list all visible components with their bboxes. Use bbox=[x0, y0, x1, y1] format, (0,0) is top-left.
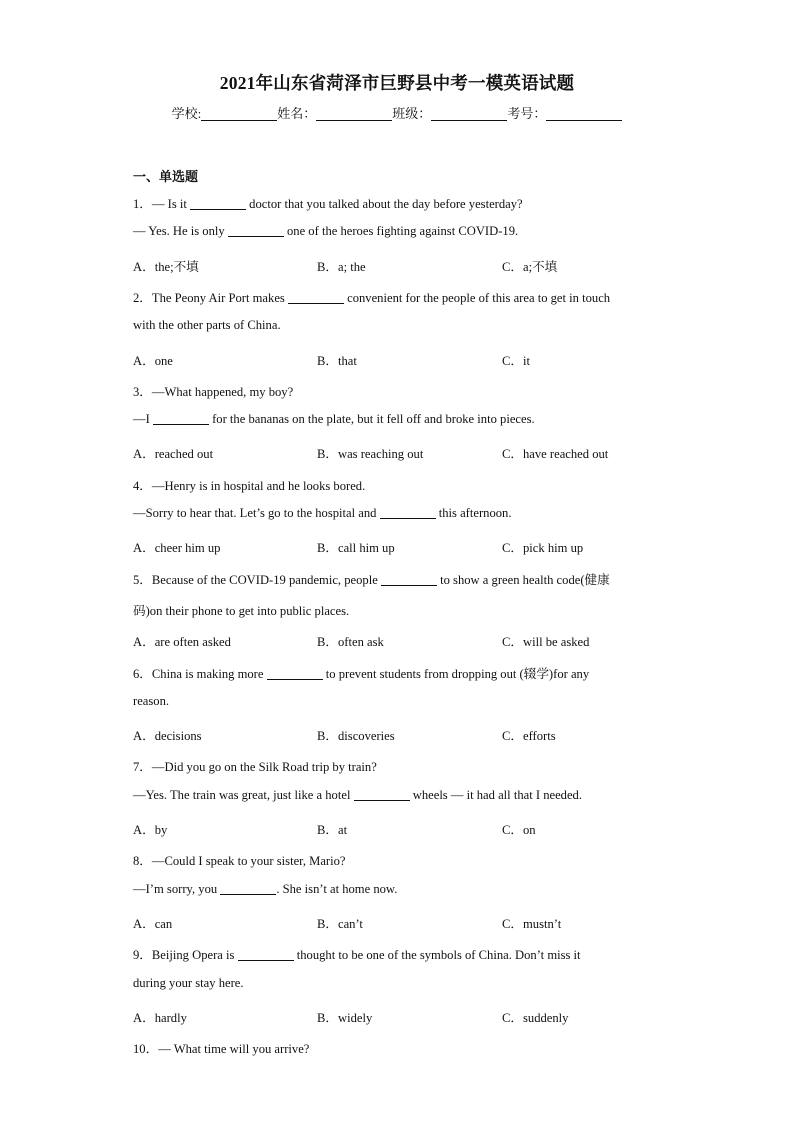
option-a[interactable]: A．the;不填 bbox=[133, 259, 199, 274]
question-line bbox=[133, 976, 244, 991]
question-line bbox=[133, 318, 281, 333]
answer-options bbox=[133, 913, 693, 931]
answer-blank[interactable] bbox=[267, 667, 323, 680]
question-text: one of the heroes fighting against COVID-19. bbox=[283, 224, 519, 239]
answer-options bbox=[133, 1007, 693, 1025]
class-blank[interactable] bbox=[431, 106, 507, 121]
question-text: 3．—What happened, my boy? bbox=[133, 384, 294, 399]
answer-options bbox=[133, 631, 693, 649]
option-b[interactable]: B．call him up bbox=[317, 541, 395, 556]
section-heading: 一、单选题 bbox=[133, 169, 199, 184]
option-a[interactable]: A．can bbox=[133, 916, 173, 931]
question-line bbox=[133, 475, 365, 494]
question-text: . She isn’t at home now. bbox=[276, 881, 398, 896]
option-a[interactable]: A．reached out bbox=[133, 447, 214, 462]
answer-blank[interactable] bbox=[238, 948, 294, 961]
option-a[interactable]: A．are often asked bbox=[133, 635, 231, 650]
question-text: —Yes. The train was great, just like a hotel bbox=[133, 787, 354, 802]
option-c[interactable]: C．mustn’t bbox=[502, 916, 562, 931]
option-a[interactable]: A．cheer him up bbox=[133, 541, 221, 556]
question-line bbox=[133, 193, 523, 212]
option-c[interactable]: C．it bbox=[502, 353, 530, 368]
question-text: this afternoon. bbox=[435, 506, 512, 520]
option-b[interactable]: B．widely bbox=[317, 1010, 373, 1025]
student-info-line bbox=[0, 103, 794, 122]
option-c[interactable]: C．efforts bbox=[502, 729, 556, 744]
answer-blank[interactable] bbox=[288, 291, 344, 304]
number-label: 考号： bbox=[507, 106, 547, 121]
number-blank[interactable] bbox=[546, 106, 622, 121]
school-label: 学校: bbox=[171, 106, 202, 121]
answer-options bbox=[133, 725, 693, 743]
answer-blank[interactable] bbox=[381, 573, 437, 586]
question-line bbox=[133, 506, 512, 521]
question-line bbox=[133, 756, 377, 775]
question-line bbox=[133, 1038, 309, 1057]
option-a[interactable]: A．decisions bbox=[133, 729, 202, 744]
question-text: convenient for the people of this area to get in touch bbox=[343, 290, 611, 305]
name-label: 姓名： bbox=[277, 106, 317, 121]
answer-options bbox=[133, 350, 693, 368]
option-c[interactable]: C．have reached out bbox=[502, 447, 609, 462]
class-label: 班级： bbox=[392, 106, 432, 121]
question-text: doctor that you talked about the day before yesterday? bbox=[246, 197, 523, 211]
question-text: 9．Beijing Opera is bbox=[133, 948, 238, 963]
question-text: 10．— What time will you arrive? bbox=[133, 1042, 310, 1057]
answer-options bbox=[133, 819, 693, 837]
question-text: to show a green health code(健康 bbox=[436, 572, 610, 587]
name-blank[interactable] bbox=[316, 106, 392, 121]
question-text: 4．—Henry is in hospital and he looks bored. bbox=[133, 478, 366, 493]
answer-blank[interactable] bbox=[380, 506, 436, 519]
answer-blank[interactable] bbox=[228, 224, 284, 237]
option-b[interactable]: B．at bbox=[317, 823, 348, 837]
question-text: to prevent students from dropping out (辍学)for any bbox=[322, 666, 590, 681]
question-line bbox=[133, 600, 349, 619]
question-line bbox=[133, 882, 397, 897]
option-b[interactable]: B．that bbox=[317, 353, 357, 368]
question-text: —I’m sorry, you bbox=[133, 881, 221, 896]
option-c[interactable]: C．pick him up bbox=[502, 541, 584, 556]
question-line bbox=[133, 412, 535, 427]
question-text: 1．— Is it bbox=[133, 197, 191, 211]
question-line bbox=[133, 381, 293, 400]
answer-options bbox=[133, 443, 693, 461]
question-line bbox=[133, 850, 346, 869]
answer-blank[interactable] bbox=[354, 788, 410, 801]
question-text: 6．China is making more bbox=[133, 666, 267, 681]
question-text: —Sorry to hear that. Let’s go to the hospital and bbox=[133, 506, 380, 520]
question-text: wheels — it had all that I needed. bbox=[409, 787, 583, 802]
option-b[interactable]: B．can’t bbox=[317, 916, 363, 931]
question-text: during your stay here. bbox=[133, 975, 244, 990]
school-blank[interactable] bbox=[201, 106, 277, 121]
option-a[interactable]: A．by bbox=[133, 823, 168, 837]
question-text: 7．—Did you go on the Silk Road trip by train? bbox=[133, 760, 377, 775]
question-text: thought to be one of the symbols of China. Don’t miss it bbox=[293, 948, 581, 963]
question-line bbox=[133, 663, 589, 682]
question-text: reason. bbox=[133, 693, 170, 708]
question-text: 码)on their phone to get into public places. bbox=[133, 603, 350, 618]
exam-title: 2021年山东省菏泽市巨野县中考一模英语试题 bbox=[219, 73, 575, 93]
question-line bbox=[133, 569, 610, 588]
question-text: — Yes. He is only bbox=[133, 224, 228, 239]
option-a[interactable]: A．one bbox=[133, 353, 173, 368]
question-text: —I bbox=[133, 412, 153, 427]
option-b[interactable]: B．discoveries bbox=[317, 729, 395, 744]
answer-options bbox=[133, 256, 693, 274]
question-line bbox=[133, 694, 169, 709]
option-a[interactable]: A．hardly bbox=[133, 1010, 187, 1025]
option-c[interactable]: C．on bbox=[502, 823, 536, 837]
question-line bbox=[133, 788, 582, 803]
question-line bbox=[133, 287, 610, 306]
answer-blank[interactable] bbox=[153, 412, 209, 425]
option-b[interactable]: B．a; the bbox=[317, 259, 366, 274]
question-text: with the other parts of China. bbox=[133, 318, 281, 333]
question-text: 5．Because of the COVID-19 pandemic, people bbox=[133, 572, 381, 587]
answer-blank[interactable] bbox=[220, 882, 276, 895]
option-c[interactable]: C．suddenly bbox=[502, 1010, 569, 1025]
option-b[interactable]: B．often ask bbox=[317, 635, 384, 650]
question-line bbox=[133, 224, 518, 239]
answer-blank[interactable] bbox=[190, 197, 246, 210]
question-text: 8．—Could I speak to your sister, Mario? bbox=[133, 854, 346, 869]
answer-options bbox=[133, 537, 693, 555]
option-c[interactable]: C．a;不填 bbox=[502, 259, 558, 274]
option-c[interactable]: C．will be asked bbox=[502, 635, 590, 650]
option-b[interactable]: B．was reaching out bbox=[317, 447, 424, 462]
question-text: 2．The Peony Air Port makes bbox=[133, 290, 288, 305]
question-line bbox=[133, 944, 581, 963]
question-text: for the bananas on the plate, but it fell off and broke into pieces. bbox=[208, 412, 535, 427]
